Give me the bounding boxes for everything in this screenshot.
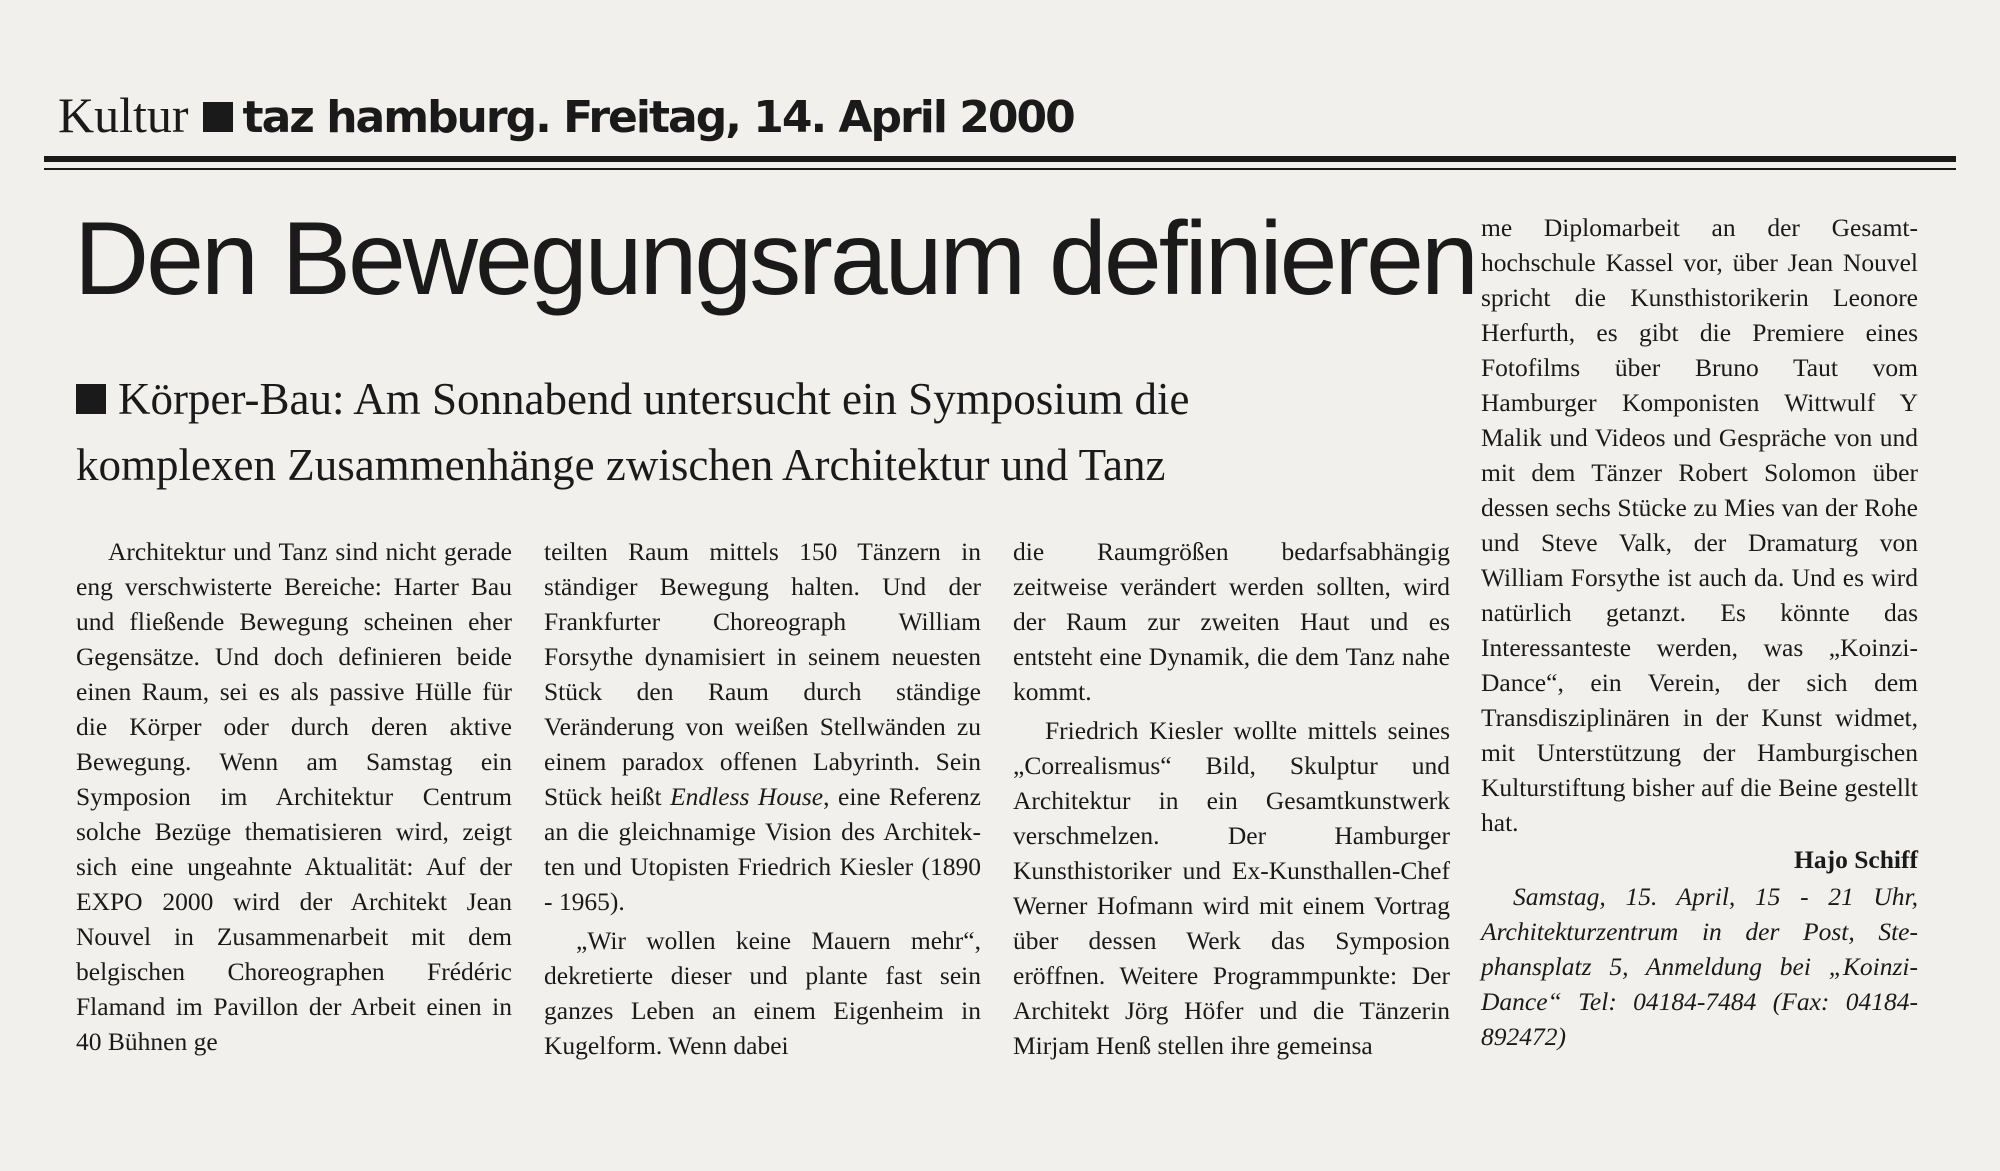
- paragraph: „Wir wollen keine Mauern mehr“, dekretierte dieser und plante fast sein ganzes Leben an einem Eigenheim in Kugelform. Wenn dabei: [544, 926, 981, 1060]
- section-name: Kultur: [58, 87, 189, 143]
- paragraph: me Diplomarbeit an der Gesamthochschule Kassel vor, über Jean Nouvel spricht die Kunsthistorikerin Leonore Herfurth, es gibt die Premiere eines Fotofilms über Bruno Taut vom Hamburger Komponisten Wittwulf Y Malik und Videos und Gespräche von und mit dem Tänzer Robert Solomon über dessen sechs Stücke zu Mies van der Rohe und Steve Valk, der Dramaturg von William Forsythe ist auch da. Und es wird natürlich getanzt. Es könnte das Interessanteste werden, was „Koinzi-Dance“, ein Verein, der sich dem Transdisziplinären in der Kunst widmet, mit Unterstützung der Hamburgischen Kulturstiftung bisher auf die Beine gestellt hat.: [1481, 213, 1918, 837]
- paragraph: Architektur und Tanz sind nicht gerade eng verschwisterte Bereiche: Harter Bau und fließende Bewegung scheinen eher Gegensätze. Und doch definieren beide einen Raum, sei es als passive Hülle für die Körper oder durch deren aktive Bewegung. Wenn am Samstag ein Symposion im Architektur Centrum solche Bezüge thematisieren wird, zeigt sich eine ungeahnte Aktualität: Auf der EXPO 2000 wird der Architekt Jean Nouvel in Zusammenarbeit mit dem belgischen Choreographen Frédéric Flamand im Pavillon der Arbeit einen in 40 Bühnen ge: [76, 537, 512, 1056]
- paragraph: [544, 534, 981, 919]
- article-column-4: [1481, 210, 1918, 1054]
- paragraph: die Raumgrößen bedarfsabhängig zeitweise verändert werden sollten, wird der Raum zur zweiten Haut und es entsteht eine Dynamik, die dem Tanz nahe kommt.: [1013, 537, 1450, 706]
- paragraph-text: teilten Raum mittels 150 Tänzern in ständiger Bewegung halten. Und der Frankfurter Choreograph William Forsythe dynamisiert in seinem neuesten Stück den Raum durch ständige Veränderung von weißen Stellwänden zu einem paradox offenen Labyrinth. Sein Stück heißt: [544, 537, 981, 811]
- paragraph: Friedrich Kiesler wollte mittels seines „Correalismus“ Bild, Skulptur und Architektur in ein Gesamtkunstwerk verschmelzen. Der Hamburger Kunsthistoriker und Ex-Kunsthallen-Chef Werner Hofmann wird mit einem Vortrag über dessen Werk das Symposion eröffnen. Weitere Programmpunkte: Der Architekt Jörg Höfer und die Tänzerin Mirjam Henß stellen ihre gemeinsa: [1013, 716, 1450, 1060]
- subheadline-square-icon: [76, 384, 106, 414]
- masthead-square-icon: [203, 102, 233, 132]
- article-column-3: [1013, 534, 1450, 1063]
- subheadline-block: [76, 366, 1396, 498]
- article-column-1: [76, 534, 512, 1059]
- event-info-text: Samstag, 15. April, 15 - 21 Uhr, Architekturzentrum in der Post, Stephansplatz 5, Anmeldung bei „Koinzi-Dance“ Tel: 04184-7484 (Fax: 04184-892472): [1481, 882, 1918, 1051]
- article-column-2: [544, 534, 981, 1063]
- author-byline: Hajo Schiff: [1794, 845, 1918, 874]
- paragraph-text: , eine Referenz an die gleichnamige Vision des Architekten und Utopisten Friedrich Kiesler (1890 - 1965).: [544, 782, 981, 916]
- headline: Den Bewegungsraum definieren: [74, 201, 1476, 317]
- work-title: Endless House: [670, 782, 824, 811]
- paper-and-date: taz hamburg. Freitag, 14. April 2000: [242, 92, 1074, 143]
- header-rule-thick: [44, 156, 1956, 162]
- subheadline: Körper-Bau: Am Sonnabend untersucht ein Symposium die komplexen Zusammenhänge zwischen Architektur und Tanz: [76, 374, 1190, 490]
- event-info: [1481, 879, 1918, 1054]
- masthead: [58, 86, 1074, 146]
- header-rule-thin: [44, 168, 1956, 170]
